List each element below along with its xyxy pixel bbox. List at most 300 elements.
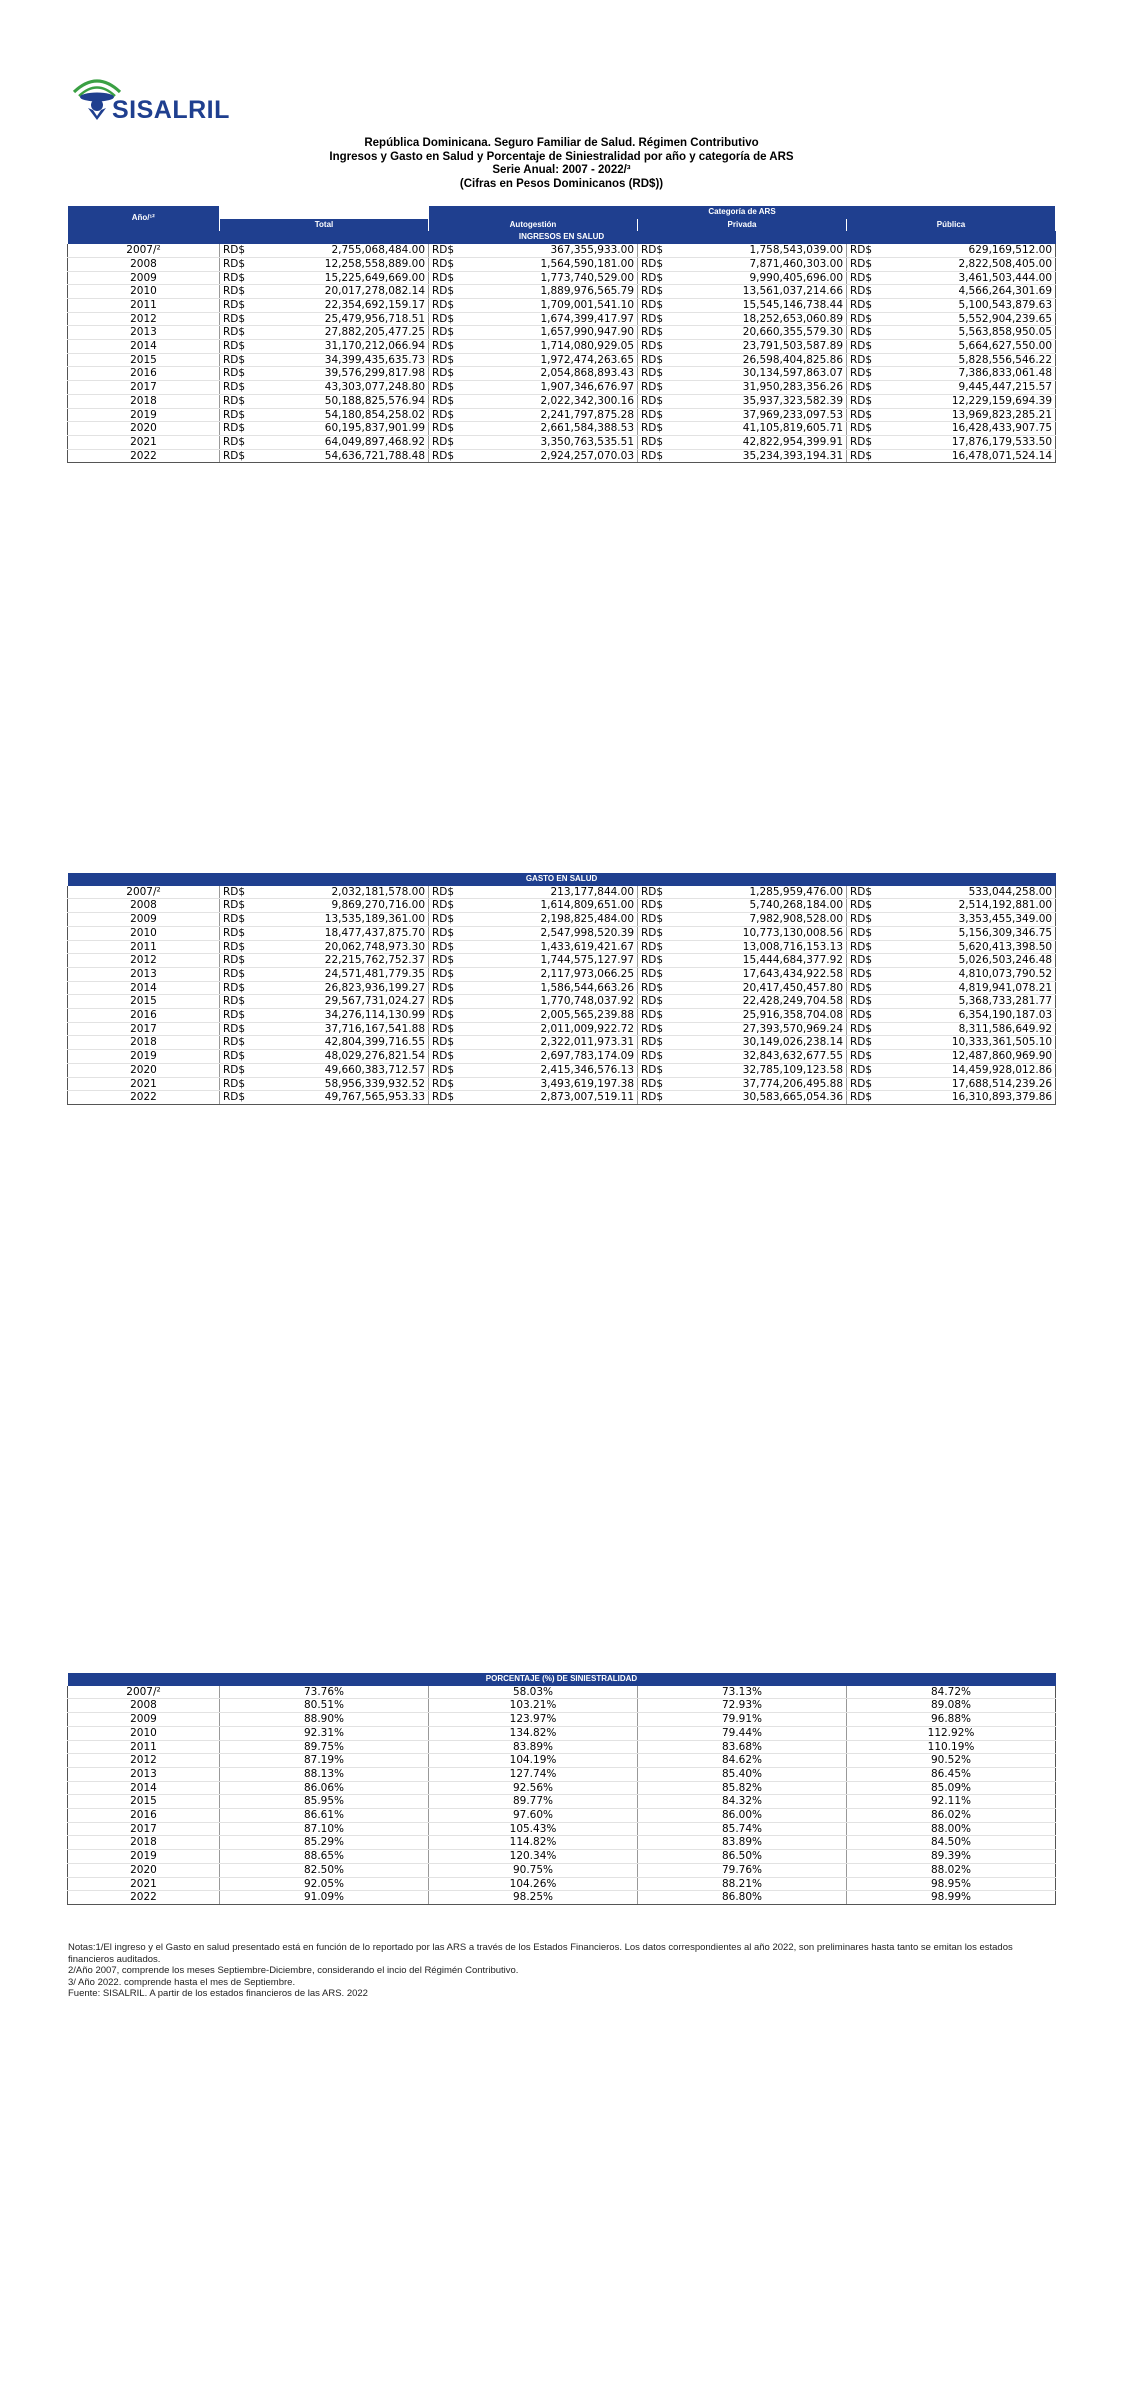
total-percent-cell: 85.95% xyxy=(220,1795,429,1809)
currency-cell: RD$ xyxy=(429,285,451,299)
auto-percent-cell: 127.74% xyxy=(429,1767,638,1781)
auto-value-cell: 2,198,825,484.00 xyxy=(451,913,638,927)
year-cell: 2013 xyxy=(68,967,220,981)
currency-cell: RD$ xyxy=(847,1091,869,1105)
currency-cell: RD$ xyxy=(220,257,242,271)
auto-percent-cell: 114.82% xyxy=(429,1836,638,1850)
priv-value-cell: 13,008,716,153.13 xyxy=(660,940,847,954)
currency-cell: RD$ xyxy=(429,367,451,381)
currency-cell: RD$ xyxy=(847,340,869,354)
pub-value-cell: 12,229,159,694.39 xyxy=(869,394,1056,408)
currency-cell: RD$ xyxy=(429,913,451,927)
currency-cell: RD$ xyxy=(638,257,660,271)
currency-cell: RD$ xyxy=(847,1036,869,1050)
gasto-rows xyxy=(68,886,1056,1105)
priv-value-cell: 20,660,355,579.30 xyxy=(660,326,847,340)
total-percent-cell: 88.65% xyxy=(220,1850,429,1864)
currency-cell: RD$ xyxy=(220,312,242,326)
auto-percent-cell: 120.34% xyxy=(429,1850,638,1864)
priv-value-cell: 9,990,405,696.00 xyxy=(660,271,847,285)
priv-value-cell: 26,598,404,825.86 xyxy=(660,353,847,367)
currency-cell: RD$ xyxy=(847,298,869,312)
year-cell: 2013 xyxy=(68,326,220,340)
currency-cell: RD$ xyxy=(638,967,660,981)
currency-cell: RD$ xyxy=(638,394,660,408)
currency-cell: RD$ xyxy=(220,954,242,968)
auto-value-cell: 2,011,009,922.72 xyxy=(451,1022,638,1036)
total-percent-cell: 89.75% xyxy=(220,1740,429,1754)
year-cell: 2019 xyxy=(68,408,220,422)
year-cell: 2018 xyxy=(68,1036,220,1050)
title-line-4: (Cifras en Pesos Dominicanos (RD$)) xyxy=(459,177,664,190)
priv-value-cell: 7,871,460,303.00 xyxy=(660,257,847,271)
currency-cell: RD$ xyxy=(220,353,242,367)
autogestion-column-header: Autogestión xyxy=(429,219,638,232)
table-row xyxy=(68,1809,1056,1823)
pub-value-cell: 5,100,543,879.63 xyxy=(869,298,1056,312)
pub-percent-cell: 86.02% xyxy=(847,1809,1056,1823)
priv-value-cell: 22,428,249,704.58 xyxy=(660,995,847,1009)
currency-cell: RD$ xyxy=(847,995,869,1009)
priv-percent-cell: 86.80% xyxy=(638,1891,847,1905)
priv-value-cell: 15,545,146,738.44 xyxy=(660,298,847,312)
year-cell: 2015 xyxy=(68,995,220,1009)
year-cell: 2011 xyxy=(68,1740,220,1754)
currency-cell: RD$ xyxy=(638,940,660,954)
footnotes xyxy=(68,1942,1058,2000)
auto-percent-cell: 98.25% xyxy=(429,1891,638,1905)
total-percent-cell: 86.06% xyxy=(220,1781,429,1795)
table-row xyxy=(68,1863,1056,1877)
currency-cell: RD$ xyxy=(638,449,660,463)
priv-percent-cell: 79.44% xyxy=(638,1726,847,1740)
currency-cell: RD$ xyxy=(220,422,242,436)
pub-value-cell: 2,514,192,881.00 xyxy=(869,899,1056,913)
priv-value-cell: 31,950,283,356.26 xyxy=(660,381,847,395)
total-value-cell: 9,869,270,716.00 xyxy=(242,899,429,913)
currency-cell: RD$ xyxy=(847,926,869,940)
siniestralidad-table xyxy=(67,1673,1056,1905)
priv-value-cell: 10,773,130,008.56 xyxy=(660,926,847,940)
year-cell: 2022 xyxy=(68,449,220,463)
priv-value-cell: 32,785,109,123.58 xyxy=(660,1063,847,1077)
year-cell: 2022 xyxy=(68,1891,220,1905)
table-row xyxy=(68,1795,1056,1809)
currency-cell: RD$ xyxy=(847,967,869,981)
currency-cell: RD$ xyxy=(429,1077,451,1091)
priv-value-cell: 41,105,819,605.71 xyxy=(660,422,847,436)
pub-percent-cell: 84.50% xyxy=(847,1836,1056,1850)
priv-value-cell: 35,937,323,582.39 xyxy=(660,394,847,408)
auto-value-cell: 1,907,346,676.97 xyxy=(451,381,638,395)
pub-value-cell: 5,026,503,246.48 xyxy=(869,954,1056,968)
pub-percent-cell: 86.45% xyxy=(847,1767,1056,1781)
total-value-cell: 43,303,077,248.80 xyxy=(242,381,429,395)
currency-cell: RD$ xyxy=(220,995,242,1009)
priv-value-cell: 18,252,653,060.89 xyxy=(660,312,847,326)
total-percent-cell: 92.31% xyxy=(220,1726,429,1740)
currency-cell: RD$ xyxy=(638,886,660,899)
table-row xyxy=(68,408,1056,422)
auto-percent-cell: 58.03% xyxy=(429,1686,638,1699)
total-percent-cell: 88.90% xyxy=(220,1713,429,1727)
total-value-cell: 2,755,068,484.00 xyxy=(242,244,429,257)
pub-value-cell: 3,353,455,349.00 xyxy=(869,913,1056,927)
total-value-cell: 18,477,437,875.70 xyxy=(242,926,429,940)
total-value-cell: 20,062,748,973.30 xyxy=(242,940,429,954)
table-row xyxy=(68,367,1056,381)
pub-value-cell: 533,044,258.00 xyxy=(869,886,1056,899)
currency-cell: RD$ xyxy=(429,899,451,913)
total-percent-cell: 91.09% xyxy=(220,1891,429,1905)
auto-value-cell: 2,873,007,519.11 xyxy=(451,1091,638,1105)
pub-value-cell: 629,169,512.00 xyxy=(869,244,1056,257)
total-column-header: Total xyxy=(220,219,429,232)
auto-value-cell: 1,744,575,127.97 xyxy=(451,954,638,968)
year-cell: 2012 xyxy=(68,312,220,326)
auto-value-cell: 1,433,619,421.67 xyxy=(451,940,638,954)
total-value-cell: 37,716,167,541.88 xyxy=(242,1022,429,1036)
year-cell: 2011 xyxy=(68,940,220,954)
currency-cell: RD$ xyxy=(847,257,869,271)
auto-value-cell: 1,714,080,929.05 xyxy=(451,340,638,354)
priv-value-cell: 7,982,908,528.00 xyxy=(660,913,847,927)
currency-cell: RD$ xyxy=(847,1050,869,1064)
year-cell: 2007/² xyxy=(68,244,220,257)
total-value-cell: 26,823,936,199.27 xyxy=(242,981,429,995)
total-percent-cell: 87.10% xyxy=(220,1822,429,1836)
total-percent-cell: 86.61% xyxy=(220,1809,429,1823)
table-row xyxy=(68,1877,1056,1891)
auto-percent-cell: 104.26% xyxy=(429,1877,638,1891)
report-titles xyxy=(0,137,1123,191)
currency-cell: RD$ xyxy=(847,244,869,257)
year-cell: 2016 xyxy=(68,367,220,381)
logo-text: SISALRIL xyxy=(112,96,230,124)
year-cell: 2019 xyxy=(68,1050,220,1064)
pub-percent-cell: 98.99% xyxy=(847,1891,1056,1905)
total-value-cell: 15,225,649,669.00 xyxy=(242,271,429,285)
auto-value-cell: 3,350,763,535.51 xyxy=(451,435,638,449)
total-value-cell: 12,258,558,889.00 xyxy=(242,257,429,271)
currency-cell: RD$ xyxy=(638,954,660,968)
currency-cell: RD$ xyxy=(220,449,242,463)
currency-cell: RD$ xyxy=(638,408,660,422)
currency-cell: RD$ xyxy=(220,926,242,940)
year-cell: 2015 xyxy=(68,1795,220,1809)
auto-value-cell: 2,005,565,239.88 xyxy=(451,1009,638,1023)
ingresos-rows xyxy=(68,244,1056,463)
priv-value-cell: 13,561,037,214.66 xyxy=(660,285,847,299)
year-cell: 2021 xyxy=(68,1077,220,1091)
currency-cell: RD$ xyxy=(429,1063,451,1077)
year-cell: 2007/² xyxy=(68,886,220,899)
currency-cell: RD$ xyxy=(847,913,869,927)
currency-cell: RD$ xyxy=(220,408,242,422)
total-value-cell: 24,571,481,779.35 xyxy=(242,967,429,981)
auto-value-cell: 1,773,740,529.00 xyxy=(451,271,638,285)
year-cell: 2010 xyxy=(68,1726,220,1740)
table-row xyxy=(68,298,1056,312)
total-value-cell: 22,354,692,159.17 xyxy=(242,298,429,312)
year-cell: 2008 xyxy=(68,899,220,913)
table-row xyxy=(68,394,1056,408)
category-group-header: Categoría de ARS xyxy=(429,206,1056,219)
auto-value-cell: 1,709,001,541.10 xyxy=(451,298,638,312)
total-percent-cell: 73.76% xyxy=(220,1686,429,1699)
currency-cell: RD$ xyxy=(638,899,660,913)
pub-value-cell: 17,688,514,239.26 xyxy=(869,1077,1056,1091)
currency-cell: RD$ xyxy=(638,1022,660,1036)
currency-cell: RD$ xyxy=(847,312,869,326)
currency-cell: RD$ xyxy=(429,326,451,340)
table-row xyxy=(68,326,1056,340)
pub-value-cell: 5,552,904,239.65 xyxy=(869,312,1056,326)
currency-cell: RD$ xyxy=(220,367,242,381)
auto-value-cell: 1,657,990,947.90 xyxy=(451,326,638,340)
year-cell: 2014 xyxy=(68,1781,220,1795)
table-row xyxy=(68,312,1056,326)
pub-percent-cell: 88.02% xyxy=(847,1863,1056,1877)
pub-percent-cell: 98.95% xyxy=(847,1877,1056,1891)
table-row xyxy=(68,449,1056,463)
auto-percent-cell: 83.89% xyxy=(429,1740,638,1754)
table-row xyxy=(68,1836,1056,1850)
auto-value-cell: 1,972,474,263.65 xyxy=(451,353,638,367)
pub-value-cell: 5,368,733,281.77 xyxy=(869,995,1056,1009)
table-row xyxy=(68,1754,1056,1768)
year-cell: 2016 xyxy=(68,1809,220,1823)
currency-cell: RD$ xyxy=(847,367,869,381)
table-row xyxy=(68,1091,1056,1105)
year-cell: 2012 xyxy=(68,1754,220,1768)
currency-cell: RD$ xyxy=(429,312,451,326)
total-value-cell: 34,399,435,635.73 xyxy=(242,353,429,367)
priv-percent-cell: 72.93% xyxy=(638,1699,847,1713)
currency-cell: RD$ xyxy=(220,435,242,449)
total-value-cell: 20,017,278,082.14 xyxy=(242,285,429,299)
total-value-cell: 49,767,565,953.33 xyxy=(242,1091,429,1105)
total-value-cell: 31,170,212,066.94 xyxy=(242,340,429,354)
total-value-cell: 54,636,721,788.48 xyxy=(242,449,429,463)
currency-cell: RD$ xyxy=(220,394,242,408)
currency-cell: RD$ xyxy=(429,967,451,981)
year-cell: 2017 xyxy=(68,381,220,395)
priv-value-cell: 32,843,632,677.55 xyxy=(660,1050,847,1064)
table-row xyxy=(68,886,1056,899)
currency-cell: RD$ xyxy=(638,1091,660,1105)
total-value-cell: 64,049,897,468.92 xyxy=(242,435,429,449)
auto-value-cell: 213,177,844.00 xyxy=(451,886,638,899)
table-row xyxy=(68,954,1056,968)
pub-value-cell: 9,445,447,215.57 xyxy=(869,381,1056,395)
total-value-cell: 58,956,339,932.52 xyxy=(242,1077,429,1091)
priv-value-cell: 35,234,393,194.31 xyxy=(660,449,847,463)
pub-value-cell: 17,876,179,533.50 xyxy=(869,435,1056,449)
auto-value-cell: 367,355,933.00 xyxy=(451,244,638,257)
auto-value-cell: 1,614,809,651.00 xyxy=(451,899,638,913)
title-line-1: República Dominicana. Seguro Familiar de Salud. Régimen Contributivo xyxy=(364,137,759,149)
currency-cell: RD$ xyxy=(847,408,869,422)
currency-cell: RD$ xyxy=(220,271,242,285)
currency-cell: RD$ xyxy=(220,967,242,981)
currency-cell: RD$ xyxy=(638,926,660,940)
currency-cell: RD$ xyxy=(429,1050,451,1064)
auto-value-cell: 2,022,342,300.16 xyxy=(451,394,638,408)
pub-value-cell: 5,563,858,950.05 xyxy=(869,326,1056,340)
pub-value-cell: 4,819,941,078.21 xyxy=(869,981,1056,995)
auto-value-cell: 1,586,544,663.26 xyxy=(451,981,638,995)
total-value-cell: 54,180,854,258.02 xyxy=(242,408,429,422)
auto-value-cell: 2,547,998,520.39 xyxy=(451,926,638,940)
pub-percent-cell: 89.39% xyxy=(847,1850,1056,1864)
priv-percent-cell: 84.32% xyxy=(638,1795,847,1809)
currency-cell: RD$ xyxy=(429,298,451,312)
auto-percent-cell: 89.77% xyxy=(429,1795,638,1809)
priv-value-cell: 37,969,233,097.53 xyxy=(660,408,847,422)
priv-percent-cell: 85.40% xyxy=(638,1767,847,1781)
currency-cell: RD$ xyxy=(429,1009,451,1023)
currency-cell: RD$ xyxy=(847,271,869,285)
pub-value-cell: 14,459,928,012.86 xyxy=(869,1063,1056,1077)
currency-cell: RD$ xyxy=(429,1036,451,1050)
year-cell: 2020 xyxy=(68,1063,220,1077)
note-3: 3/ Año 2022. comprende hasta el mes de Septiembre. xyxy=(68,1976,296,1988)
year-cell: 2017 xyxy=(68,1022,220,1036)
priv-value-cell: 42,822,954,399.91 xyxy=(660,435,847,449)
sisalril-logo xyxy=(68,70,258,130)
pub-value-cell: 3,461,503,444.00 xyxy=(869,271,1056,285)
total-value-cell: 60,195,837,901.99 xyxy=(242,422,429,436)
table-row xyxy=(68,1891,1056,1905)
table-row xyxy=(68,422,1056,436)
currency-cell: RD$ xyxy=(429,926,451,940)
year-cell: 2020 xyxy=(68,1863,220,1877)
table-row xyxy=(68,353,1056,367)
currency-cell: RD$ xyxy=(847,326,869,340)
pub-percent-cell: 112.92% xyxy=(847,1726,1056,1740)
currency-cell: RD$ xyxy=(847,394,869,408)
gasto-table xyxy=(67,873,1056,1105)
auto-value-cell: 2,415,346,576.13 xyxy=(451,1063,638,1077)
auto-value-cell: 2,697,783,174.09 xyxy=(451,1050,638,1064)
year-column-header: Año/¹² xyxy=(68,206,220,231)
pub-value-cell: 6,354,190,187.03 xyxy=(869,1009,1056,1023)
total-value-cell: 27,882,205,477.25 xyxy=(242,326,429,340)
currency-cell: RD$ xyxy=(429,886,451,899)
table-row xyxy=(68,1077,1056,1091)
pub-percent-cell: 85.09% xyxy=(847,1781,1056,1795)
privada-column-header: Privada xyxy=(638,219,847,232)
currency-cell: RD$ xyxy=(220,940,242,954)
auto-value-cell: 2,241,797,875.28 xyxy=(451,408,638,422)
currency-cell: RD$ xyxy=(429,954,451,968)
priv-value-cell: 23,791,503,587.89 xyxy=(660,340,847,354)
year-cell: 2014 xyxy=(68,981,220,995)
priv-percent-cell: 83.68% xyxy=(638,1740,847,1754)
table-row xyxy=(68,1713,1056,1727)
ingresos-section-title: INGRESOS EN SALUD xyxy=(68,231,1056,244)
currency-cell: RD$ xyxy=(847,954,869,968)
auto-percent-cell: 105.43% xyxy=(429,1822,638,1836)
table-row xyxy=(68,1740,1056,1754)
year-cell: 2018 xyxy=(68,394,220,408)
currency-cell: RD$ xyxy=(638,298,660,312)
priv-value-cell: 30,134,597,863.07 xyxy=(660,367,847,381)
currency-cell: RD$ xyxy=(847,981,869,995)
currency-cell: RD$ xyxy=(638,271,660,285)
year-cell: 2021 xyxy=(68,1877,220,1891)
table-row xyxy=(68,1036,1056,1050)
table-row xyxy=(68,340,1056,354)
currency-cell: RD$ xyxy=(638,995,660,1009)
siniestralidad-rows xyxy=(68,1686,1056,1905)
total-value-cell: 2,032,181,578.00 xyxy=(242,886,429,899)
year-cell: 2021 xyxy=(68,435,220,449)
currency-cell: RD$ xyxy=(638,1050,660,1064)
currency-cell: RD$ xyxy=(638,422,660,436)
priv-percent-cell: 79.91% xyxy=(638,1713,847,1727)
currency-cell: RD$ xyxy=(847,940,869,954)
currency-cell: RD$ xyxy=(220,1063,242,1077)
year-cell: 2012 xyxy=(68,954,220,968)
currency-cell: RD$ xyxy=(847,381,869,395)
ingresos-table xyxy=(67,206,1056,463)
table-row xyxy=(68,435,1056,449)
priv-percent-cell: 85.82% xyxy=(638,1781,847,1795)
currency-cell: RD$ xyxy=(429,995,451,1009)
table-row xyxy=(68,244,1056,257)
currency-cell: RD$ xyxy=(847,422,869,436)
title-line-2: Ingresos y Gasto en Salud y Porcentaje de Siniestralidad por año y categoría de ARS xyxy=(329,150,794,163)
year-cell: 2018 xyxy=(68,1836,220,1850)
year-cell: 2009 xyxy=(68,913,220,927)
table-row xyxy=(68,981,1056,995)
pub-value-cell: 16,428,433,907.75 xyxy=(869,422,1056,436)
year-cell: 2008 xyxy=(68,257,220,271)
currency-cell: RD$ xyxy=(847,1077,869,1091)
currency-cell: RD$ xyxy=(847,1009,869,1023)
total-value-cell: 50,188,825,576.94 xyxy=(242,394,429,408)
currency-cell: RD$ xyxy=(638,1009,660,1023)
currency-cell: RD$ xyxy=(847,899,869,913)
currency-cell: RD$ xyxy=(429,449,451,463)
auto-value-cell: 3,493,619,197.38 xyxy=(451,1077,638,1091)
pub-percent-cell: 88.00% xyxy=(847,1822,1056,1836)
siniestralidad-section-title: PORCENTAJE (%) DE SINIESTRALIDAD xyxy=(68,1673,1056,1686)
pub-percent-cell: 90.52% xyxy=(847,1754,1056,1768)
table-row xyxy=(68,1699,1056,1713)
pub-percent-cell: 96.88% xyxy=(847,1713,1056,1727)
pub-percent-cell: 89.08% xyxy=(847,1699,1056,1713)
currency-cell: RD$ xyxy=(638,367,660,381)
currency-cell: RD$ xyxy=(847,285,869,299)
currency-cell: RD$ xyxy=(220,913,242,927)
year-cell: 2019 xyxy=(68,1850,220,1864)
currency-cell: RD$ xyxy=(429,244,451,257)
priv-percent-cell: 83.89% xyxy=(638,1836,847,1850)
currency-cell: RD$ xyxy=(220,244,242,257)
table-row xyxy=(68,1726,1056,1740)
currency-cell: RD$ xyxy=(220,340,242,354)
currency-cell: RD$ xyxy=(638,1077,660,1091)
currency-cell: RD$ xyxy=(638,312,660,326)
auto-percent-cell: 134.82% xyxy=(429,1726,638,1740)
currency-cell: RD$ xyxy=(220,886,242,899)
priv-value-cell: 17,643,434,922.58 xyxy=(660,967,847,981)
pub-value-cell: 16,478,071,524.14 xyxy=(869,449,1056,463)
total-value-cell: 25,479,956,718.51 xyxy=(242,312,429,326)
